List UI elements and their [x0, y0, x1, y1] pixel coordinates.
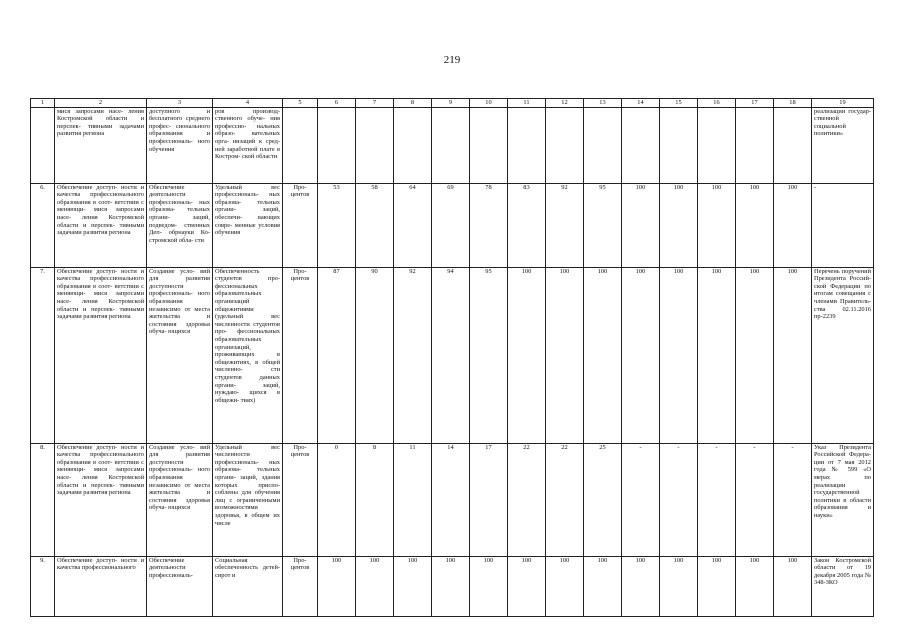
value-cell: 17 — [470, 443, 508, 556]
value-cell: 11 — [394, 443, 432, 556]
value-cell: - — [774, 443, 812, 556]
indicator-cell: Удельный вес профессиональ- ных образова- тельных органи- заций, обеспечи- вающих совре- менные условия обучения — [213, 183, 283, 267]
value-cell: 100 — [736, 556, 774, 616]
value-cell: 25 — [584, 443, 622, 556]
task-cell: доступного и бесплатного среднего профес- сионального образования и профессиональ- ного обучения — [147, 107, 213, 183]
value-cell: 8 — [356, 443, 394, 556]
unit-cell: Про- центов — [283, 183, 318, 267]
value-cell: 58 — [356, 183, 394, 267]
value-cell: 100 — [698, 267, 736, 443]
value-cell — [470, 107, 508, 183]
indicator-cell: ров производ- ственного обуче- ния профессио- нальных образо- вательных орга- низаций к сред- ней заработной плате в Костром- ской области — [213, 107, 283, 183]
indicator-cell: Удельный вес численности профессиональ- ных образова- тельных органи- заций, здания которых приспо- соблены для обучения лиц с ограниченными возможностями здоровья, в общем их числе — [213, 443, 283, 556]
value-cell: 100 — [508, 556, 546, 616]
value-cell: 100 — [318, 556, 356, 616]
value-cell: 94 — [432, 267, 470, 443]
value-cell: 92 — [546, 183, 584, 267]
value-cell: 100 — [660, 556, 698, 616]
value-cell: 100 — [394, 556, 432, 616]
value-cell: 90 — [356, 267, 394, 443]
column-header: 3 — [147, 99, 213, 108]
page-number: 219 — [443, 54, 461, 66]
goal-cell: Обеспечение доступ- ности и качества профессионального образования в соот- ветствии с меняющи- мися запросами насе- ления Костромской области и перспек- тивными задачами развития региона — [55, 267, 147, 443]
basis-cell: - — [812, 183, 874, 267]
value-cell: 100 — [622, 556, 660, 616]
task-cell: Создание усло- вий для развития доступности профессиональ- ного образования независимо от места жительства и состояния здоровья обуча- ющихся — [147, 443, 213, 556]
value-cell: 100 — [546, 556, 584, 616]
value-cell — [318, 107, 356, 183]
goal-cell: Обеспечение доступ- ности и качества профессионального образования в соот- ветствии с меняющи- мися запросами насе- ления Костромской области и перспек- тивными задачами развития региона — [55, 183, 147, 267]
value-cell — [508, 107, 546, 183]
indicator-cell: Обеспеченность студентов про- фессиональных образовательных организаций общежитиями (удельный вес численности студентов про- фессиональных образовательных организаций, проживающих в общежитиях, в общей численно- сти студентов данных органи- заций, нуждаю- щихся в общежи- тиях) — [213, 267, 283, 443]
value-cell: 53 — [318, 183, 356, 267]
value-cell — [356, 107, 394, 183]
value-cell — [736, 107, 774, 183]
column-header: 19 — [812, 99, 874, 108]
value-cell: 64 — [394, 183, 432, 267]
column-header: 4 — [213, 99, 283, 108]
value-cell: 100 — [774, 267, 812, 443]
value-cell: 100 — [774, 556, 812, 616]
column-header: 14 — [622, 99, 660, 108]
value-cell: 92 — [394, 267, 432, 443]
goal-cell: Обеспечение доступ- ности и качества профессионального — [55, 556, 147, 616]
indicators-table — [30, 98, 874, 617]
value-cell: 83 — [508, 183, 546, 267]
value-cell: 100 — [736, 267, 774, 443]
value-cell: 100 — [546, 267, 584, 443]
column-header: 15 — [660, 99, 698, 108]
value-cell — [584, 107, 622, 183]
goal-cell: Обеспечение доступ- ности и качества профессионального образования в соот- ветствии с меняющи- мися запросами насе- ления Костромской области и перспек- тивными задачами развития региона — [55, 443, 147, 556]
basis-cell: Перечень поручений Президента Россий- ской Федерации по итогам совещания с членами Правитель- ства 02.11.2016 пр-2239 — [812, 267, 874, 443]
task-cell: Обеспечение деятельности профессиональ- ных образова- тельных органи- заций, подведом- ственных Деп- обрнауки Ко- стромской обла- сти — [147, 183, 213, 267]
value-cell: 0 — [318, 443, 356, 556]
value-cell: - — [622, 443, 660, 556]
value-cell: 95 — [470, 267, 508, 443]
value-cell: 100 — [698, 556, 736, 616]
value-cell: 100 — [356, 556, 394, 616]
table-row — [31, 443, 874, 556]
value-cell — [698, 107, 736, 183]
value-cell: 100 — [660, 183, 698, 267]
basis-cell: Закон Костромской области от 19 декабря 2005 года № 348-ЗКО — [812, 556, 874, 616]
row-number: 9. — [31, 556, 55, 616]
column-number-row — [31, 99, 874, 108]
row-number: 8. — [31, 443, 55, 556]
table-row — [31, 267, 874, 443]
value-cell: - — [660, 443, 698, 556]
task-cell: Создание усло- вий для развития доступности профессиональ- ного образования независимо от места жительства и состояния здоровья обуча- ющихся — [147, 267, 213, 443]
value-cell: 100 — [584, 556, 622, 616]
column-header: 11 — [508, 99, 546, 108]
value-cell: 78 — [470, 183, 508, 267]
unit-cell: Про- центов — [283, 267, 318, 443]
value-cell: 87 — [318, 267, 356, 443]
goal-cell: мися запросами насе- ления Костромской области и перспек- тивными задачами развития региона — [55, 107, 147, 183]
table-row — [31, 183, 874, 267]
table-row — [31, 107, 874, 183]
value-cell: 100 — [774, 183, 812, 267]
value-cell — [546, 107, 584, 183]
column-header: 9 — [432, 99, 470, 108]
value-cell — [774, 107, 812, 183]
value-cell — [394, 107, 432, 183]
row-number — [31, 107, 55, 183]
value-cell: - — [736, 443, 774, 556]
column-header: 12 — [546, 99, 584, 108]
value-cell: 100 — [736, 183, 774, 267]
basis-cell: Указ Президента Российской Федера- ции от 7 мая 2012 года № 599 «О мерах по реализации государственной политики в области образования и науки» — [812, 443, 874, 556]
column-header: 18 — [774, 99, 812, 108]
value-cell: 100 — [584, 267, 622, 443]
value-cell — [432, 107, 470, 183]
value-cell: 100 — [470, 556, 508, 616]
row-number: 6. — [31, 183, 55, 267]
value-cell: 22 — [546, 443, 584, 556]
value-cell: 100 — [622, 183, 660, 267]
value-cell: 14 — [432, 443, 470, 556]
value-cell: 95 — [584, 183, 622, 267]
value-cell: 100 — [660, 267, 698, 443]
row-number: 7. — [31, 267, 55, 443]
value-cell: 100 — [432, 556, 470, 616]
value-cell: 100 — [698, 183, 736, 267]
value-cell — [660, 107, 698, 183]
column-header: 2 — [55, 99, 147, 108]
column-header: 6 — [318, 99, 356, 108]
value-cell: - — [698, 443, 736, 556]
column-header: 13 — [584, 99, 622, 108]
unit-cell: Про- центов — [283, 556, 318, 616]
column-header: 10 — [470, 99, 508, 108]
table-row — [31, 556, 874, 616]
indicator-cell: Социальная обеспеченность детей-сирот и — [213, 556, 283, 616]
column-header: 5 — [283, 99, 318, 108]
unit-cell: Про- центов — [283, 443, 318, 556]
basis-cell: реализации государ- ственной социальной политики» — [812, 107, 874, 183]
value-cell — [622, 107, 660, 183]
value-cell: 22 — [508, 443, 546, 556]
task-cell: Обеспечение деятельности профессиональ- — [147, 556, 213, 616]
value-cell: 100 — [508, 267, 546, 443]
value-cell: 69 — [432, 183, 470, 267]
column-header: 1 — [31, 99, 55, 108]
column-header: 17 — [736, 99, 774, 108]
value-cell: 100 — [622, 267, 660, 443]
column-header: 8 — [394, 99, 432, 108]
column-header: 7 — [356, 99, 394, 108]
unit-cell — [283, 107, 318, 183]
column-header: 16 — [698, 99, 736, 108]
